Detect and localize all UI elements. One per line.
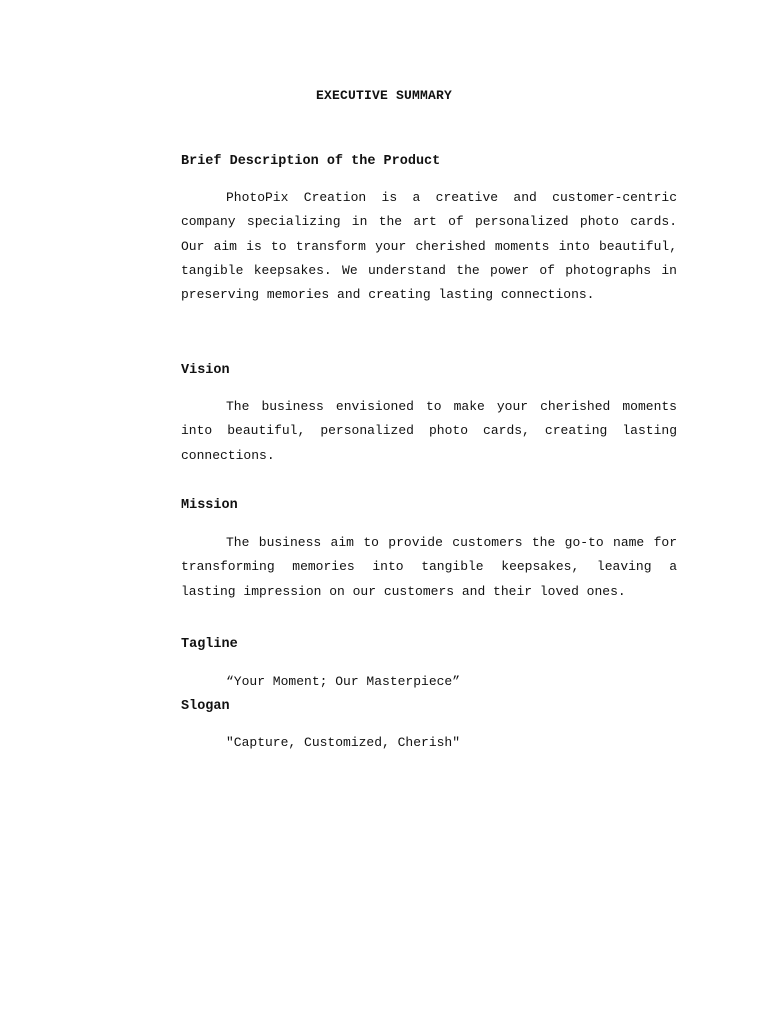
heading-brief-description: Brief Description of the Product	[181, 154, 441, 169]
paragraph-tagline: “Your Moment; Our Masterpiece”	[226, 674, 461, 689]
paragraph-brief-description: PhotoPix Creation is a creative and customer-centric company specializing in the art of personalized photo cards. Our aim is to transform your cherished moments into beautiful, tangible keepsakes. We understand the power of photographs in preserving memories and creating lasting connections.	[181, 190, 677, 303]
paragraph-vision: The business envisioned to make your cherished moments into beautiful, personalized photo cards, creating lasting connections.	[181, 399, 677, 463]
document-title: EXECUTIVE SUMMARY	[315, 88, 453, 103]
paragraph-mission: The business aim to provide customers the go-to name for transforming memories into tangible keepsakes, leaving a lasting impression on our customers and their loved ones.	[181, 535, 677, 599]
paragraph-slogan: "Capture, Customized, Cherish"	[226, 735, 461, 750]
heading-vision: Vision	[181, 363, 230, 378]
heading-tagline: Tagline	[181, 637, 238, 652]
heading-slogan: Slogan	[181, 699, 230, 714]
heading-mission: Mission	[181, 498, 238, 513]
